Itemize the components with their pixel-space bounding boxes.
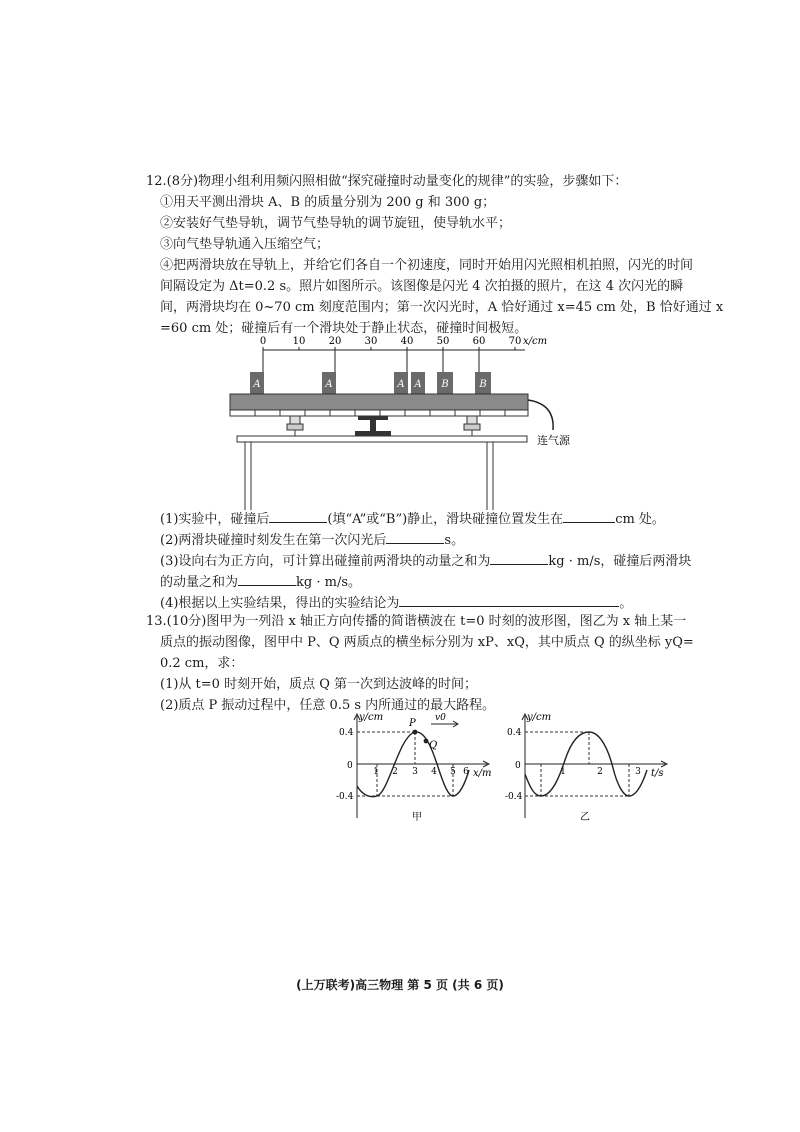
tick-label-50: 50 bbox=[436, 336, 450, 347]
q13-sub1: (1)从 t=0 时刻开始，质点 Q 第一次到达波峰的时间； bbox=[160, 677, 477, 692]
q12-step-3: ③向气垫导轨通入压缩空气； bbox=[160, 237, 330, 252]
q12-sub4: (4)根据以上实验结果，得出的实验结论为 。 bbox=[160, 592, 632, 613]
svg-text:A: A bbox=[253, 379, 261, 390]
x-axis-label: x/m bbox=[473, 768, 492, 779]
x-tick: 3 bbox=[635, 767, 641, 777]
x-tick: 2 bbox=[597, 767, 603, 777]
graph-caption: 乙 bbox=[580, 812, 590, 823]
air-hose bbox=[528, 400, 553, 430]
x-tick: 1 bbox=[560, 767, 566, 777]
answer-blank[interactable] bbox=[386, 529, 444, 544]
point-p-marker bbox=[413, 730, 418, 735]
answer-blank[interactable] bbox=[269, 508, 327, 523]
tick-label-70: 70 bbox=[508, 336, 522, 347]
tick-label-40: 40 bbox=[400, 336, 414, 347]
y-tick-top: 0.4 bbox=[507, 728, 522, 738]
q12-step-4-line3: 间，两滑块均在 0~70 cm 刻度范围内；第一次闪光时，A 恰好通过 x=45 cm 处，B 恰好通过 x bbox=[160, 300, 724, 315]
velocity-label: v0 bbox=[435, 713, 446, 723]
y-tick-zero: 0 bbox=[515, 761, 521, 771]
tick-label-60: 60 bbox=[472, 336, 486, 347]
svg-text:A: A bbox=[325, 379, 333, 390]
air-track-rail bbox=[230, 394, 528, 410]
svg-text:B: B bbox=[479, 379, 487, 390]
slider-block bbox=[437, 372, 453, 394]
answer-blank[interactable] bbox=[238, 571, 296, 586]
x-tick: 5 bbox=[450, 767, 456, 777]
x-tick: 2 bbox=[392, 767, 398, 777]
tick-label-10: 10 bbox=[292, 336, 306, 347]
slider-block bbox=[411, 372, 425, 394]
graph-caption: 甲 bbox=[412, 812, 422, 823]
tick-label-30: 30 bbox=[364, 336, 378, 347]
point-q-label: Q bbox=[429, 740, 438, 751]
answer-blank[interactable] bbox=[399, 592, 619, 607]
y-tick-zero: 0 bbox=[347, 761, 353, 771]
adjust-knob bbox=[464, 416, 480, 436]
svg-text:A: A bbox=[397, 379, 405, 390]
q12-step-1: ①用天平测出滑块 A、B 的质量分别为 200 g 和 300 g； bbox=[160, 195, 496, 210]
q13-line2: 质点的振动图像，图甲中 P、Q 两质点的横坐标分别为 xP、xQ，其中质点 Q 的纵坐标 yQ= bbox=[160, 635, 694, 650]
q12-step-4-line4: =60 cm 处；碰撞后有一个滑块处于静止状态，碰撞时间极短。 bbox=[160, 321, 528, 336]
slider-block bbox=[475, 372, 491, 394]
wave-graph-jia bbox=[335, 708, 495, 823]
q13-line3: 0.2 cm，求： bbox=[160, 656, 244, 671]
y-tick-top: 0.4 bbox=[339, 728, 354, 738]
q12-sub3-line1: (3)设向右为正方向，可计算出碰撞前两滑块的动量之和为 kg · m/s，碰撞后两滑块 bbox=[160, 550, 691, 571]
q12-sub1: (1)实验中，碰撞后 (填“A”或“B”)静止，滑块碰撞位置发生在 cm 处。 bbox=[160, 508, 665, 529]
vibration-graph-yi bbox=[505, 708, 675, 823]
page-footer: (上万联考)高三物理 第 5 页 (共 6 页) bbox=[296, 978, 504, 992]
q12-step-2: ②安装好气垫导轨，调节气垫导轨的调节旋钮，使导轨水平； bbox=[160, 216, 512, 231]
answer-blank[interactable] bbox=[563, 508, 615, 523]
x-axis-label: t/s bbox=[651, 768, 664, 779]
svg-text:A: A bbox=[414, 379, 422, 390]
table-top bbox=[237, 436, 527, 442]
slider-block bbox=[394, 372, 408, 394]
slider-block bbox=[322, 372, 336, 394]
x-tick: 3 bbox=[412, 767, 418, 777]
slider-block bbox=[250, 372, 264, 394]
q13-sub2: (2)质点 P 振动过程中，任意 0.5 s 内所通过的最大路程。 bbox=[160, 698, 496, 713]
y-tick-bottom: -0.4 bbox=[336, 792, 354, 802]
point-p-label: P bbox=[409, 718, 416, 729]
x-tick: 4 bbox=[431, 767, 437, 777]
point-q-marker bbox=[424, 739, 429, 744]
q13-heading: 13.(10分)图甲为一列沿 x 轴正方向传播的简谐横波在 t=0 时刻的波形图，图乙为 x 轴上某一 bbox=[146, 614, 687, 629]
q12-step-4-line1: ④把两滑块放在导轨上，并给它们各自一个初速度，同时开始用闪光照相机拍照，闪光的时间 bbox=[160, 258, 694, 273]
q12-heading: 12.(8分)物理小组利用频闪照相做“探究碰撞时动量变化的规律”的实验，步骤如下： bbox=[146, 174, 628, 189]
scale-axis-label: x/cm bbox=[523, 336, 548, 347]
tick-label-20: 20 bbox=[328, 336, 342, 347]
y-tick-bottom: -0.4 bbox=[505, 792, 523, 802]
q12-sub2: (2)两滑块碰撞时刻发生在第一次闪光后 s。 bbox=[160, 529, 464, 550]
q12-sub3-line2: 的动量之和为 kg · m/s。 bbox=[160, 571, 361, 592]
x-tick: 1 bbox=[373, 767, 379, 777]
air-source-label: 连气源 bbox=[537, 434, 570, 447]
y-axis-label: y/cm bbox=[527, 712, 552, 723]
adjust-knob bbox=[287, 416, 303, 436]
air-track-figure bbox=[225, 332, 580, 512]
q12-step-4-line2: 间隔设定为 Δt=0.2 s。照片如图所示。该图像是闪光 4 次拍摄的照片，在这 4 次闪光的瞬 bbox=[160, 279, 684, 294]
y-axis-label: y/cm bbox=[359, 712, 384, 723]
x-tick: 6 bbox=[463, 767, 469, 777]
svg-text:B: B bbox=[441, 379, 449, 390]
answer-blank[interactable] bbox=[490, 550, 548, 565]
tick-label-0: 0 bbox=[259, 336, 267, 347]
